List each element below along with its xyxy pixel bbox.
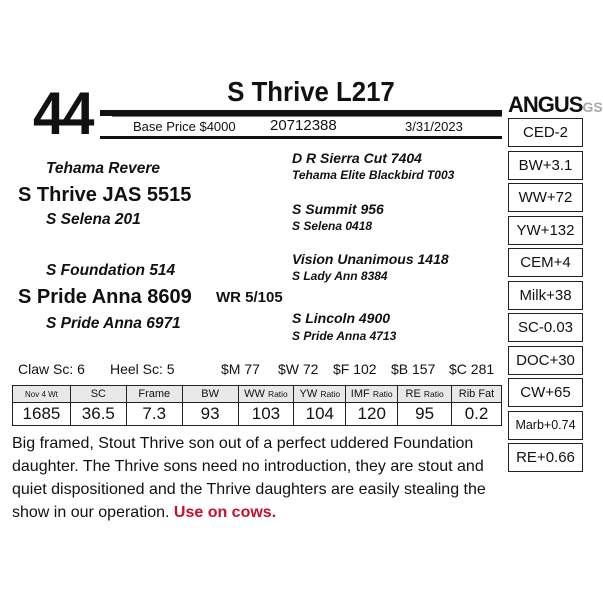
pedigree-ancestor: S Selena 0418 [292, 219, 373, 233]
value-cell: 36.5 [70, 403, 126, 426]
description-highlight: Use on cows. [173, 504, 277, 521]
angus-logo-text: ANGUS [508, 92, 583, 117]
animal-name: S Thrive L217 [227, 76, 395, 107]
value-cell: 120 [346, 403, 398, 426]
sire-dam: S Selena 201 [46, 211, 141, 228]
epd-cem: CEM+4 [508, 248, 583, 277]
performance-value-row [13, 403, 502, 426]
value-cell: 104 [294, 403, 346, 426]
epd-cw: CW+65 [508, 378, 583, 407]
value-cell: 0.2 [452, 403, 502, 426]
header-cell: IMF Ratio [346, 386, 398, 403]
pedigree-ancestor: Tehama Elite Blackbird T003 [292, 168, 455, 182]
index-b: $B 157 [391, 361, 436, 377]
value-cell: 1685 [13, 403, 71, 426]
pedigree-ancestor: Vision Unanimous 1418 [292, 251, 449, 267]
epd-re: RE+0.66 [508, 443, 583, 472]
value-cell: 7.3 [126, 403, 182, 426]
pedigree-ancestor: S Lady Ann 8384 [292, 269, 388, 283]
claw-score: Claw Sc: 6 [18, 361, 85, 377]
header-cell: YW Ratio [294, 386, 346, 403]
header-cell: BW [182, 386, 238, 403]
value-cell: 93 [182, 403, 238, 426]
header-cell: SC [70, 386, 126, 403]
epd-ced: CED-2 [508, 118, 583, 147]
description-text: Big framed, Stout Thrive son out of a perfect uddered Foundation daughter. The Thrive sons need no introduction, they are stout and quiet dispositioned and the Thrive daughters are easily stealing the show in our operation. [12, 435, 486, 521]
pedigree-ancestor: D R Sierra Cut 7404 [292, 150, 422, 166]
sire-sire: Tehama Revere [46, 160, 161, 177]
pedigree-ancestor: S Pride Anna 4713 [292, 329, 397, 343]
lot-number: 44 [33, 80, 93, 147]
dam-sire: S Foundation 514 [46, 262, 176, 279]
epd-marb: Marb+0.74 [508, 411, 583, 440]
index-f: $F 102 [333, 361, 377, 377]
base-price: Base Price $4000 [133, 119, 236, 134]
performance-header-row [13, 386, 502, 403]
pedigree-ancestor: S Lincoln 4900 [292, 310, 391, 326]
gs-logo-text: GS [582, 99, 603, 115]
value-cell: 103 [238, 403, 294, 426]
epd-bw: BW+3.1 [508, 151, 583, 180]
meta-rule [100, 136, 502, 139]
index-m: $M 77 [221, 361, 260, 377]
value-cell: 95 [398, 403, 452, 426]
epd-doc: DOC+30 [508, 346, 583, 375]
birth-date: 3/31/2023 [405, 119, 463, 134]
dam: S Pride Anna 8609 [18, 286, 192, 308]
performance-table [12, 385, 502, 426]
index-c: $C 281 [449, 361, 495, 377]
epd-sc: SC-0.03 [508, 313, 583, 342]
dam-dam: S Pride Anna 6971 [46, 315, 181, 332]
pedigree-ancestor: S Summit 956 [292, 201, 384, 217]
header-cell: RE Ratio [398, 386, 452, 403]
header-cell: WW Ratio [238, 386, 294, 403]
epd-ww: WW+72 [508, 183, 583, 212]
index-w: $W 72 [278, 361, 319, 377]
header-cell: Nov 4 Wt [13, 386, 71, 403]
sire: S Thrive JAS 5515 [18, 184, 192, 206]
registration-number: 20712388 [270, 117, 337, 134]
header-cell: Rib Fat [452, 386, 502, 403]
header-cell: Frame [126, 386, 182, 403]
weaning-ratio: WR 5/105 [216, 289, 283, 306]
epd-column [508, 118, 583, 476]
heel-score: Heel Sc: 5 [110, 361, 175, 377]
epd-milk: Milk+38 [508, 281, 583, 310]
angus-gs-logo [508, 92, 603, 118]
description [12, 432, 504, 524]
epd-yw: YW+132 [508, 216, 583, 245]
